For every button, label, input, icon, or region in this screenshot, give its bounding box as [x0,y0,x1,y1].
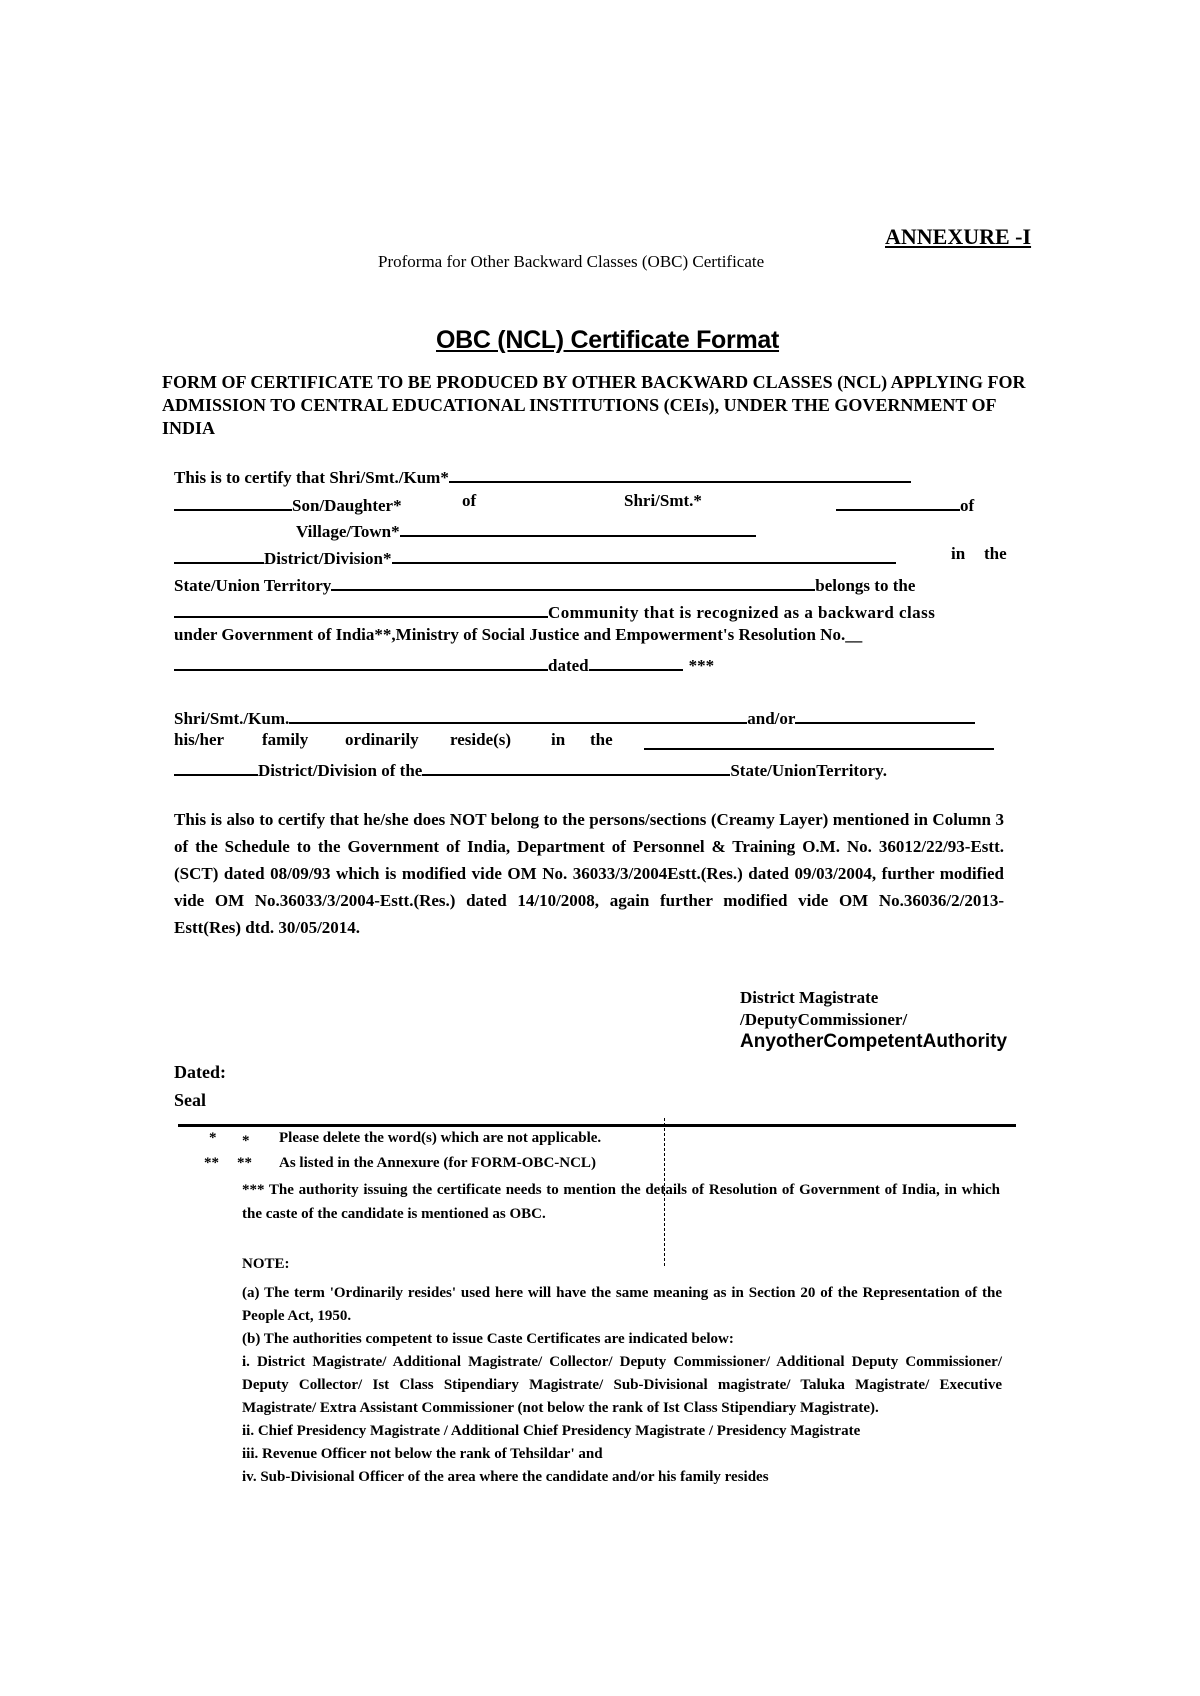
the-label: the [984,544,1007,563]
creamy-layer-paragraph: This is also to certify that he/she does NOT belong to the persons/sections (Creamy Layer) mentioned in Column 3 of the Schedule to the Government of India, Department of Personnel & Training O.M. No. 36012/22/93-Estt.(SCT) dated 08/09/93 which is modified vide OM No. 36033/3/2004Estt.(Res.) dated 09/03/2004, further modified vide OM No.36033/3/2004-Estt.(Res.) dated 14/10/2008, again further modified vide OM No.36036/2/2013-Estt(Res) dtd. 30/05/2014. [174,810,1004,937]
proforma-subtitle: Proforma for Other Backward Classes (OBC) Certificate [378,252,765,271]
of-label-2: of [960,496,975,515]
resolution-blank [174,651,548,671]
seal-footer: Seal [174,1090,207,1110]
family-word-1: his/her [174,730,225,749]
son-daughter-label: Son/Daughter* [292,496,402,515]
and-or-blank [795,704,975,724]
form-line-2 [174,491,402,516]
annexure-label: ANNEXURE -I [885,224,1032,249]
shri-smt-label: Shri/Smt.* [624,491,702,510]
triple-star: *** [688,656,715,675]
district-of-the-label: District/Division of the [258,761,423,780]
form-heading: FORM OF CERTIFICATE TO BE PRODUCED BY OTHER BACKWARD CLASSES (NCL) APPLYING FOR ADMISSION TO CENTRAL EDUCATIONAL INSTITUTIONS (CEIs), UNDER THE GOVERNMENT OF INDIA [162,372,1026,438]
kum-blank [289,704,747,724]
family-district-blank [174,756,258,776]
community-text: Community that is recognized as a backward class [548,603,936,622]
family-word-3: ordinarily [345,730,419,749]
note-heading: NOTE: [242,1256,290,1272]
family-word-6: the [590,730,613,749]
form-line-5 [174,571,915,596]
shri-smt-kum-label: Shri/Smt./Kum. [174,709,290,728]
state-ut2-label: State/UnionTerritory. [730,761,887,780]
parent-name-blank [836,491,960,511]
signature-line-1: District Magistrate [740,988,879,1007]
form-line-9 [174,704,975,729]
note-b: (b) The authorities competent to issue Caste Certificates are indicated below: [242,1331,734,1347]
village-town-label: Village/Town* [296,522,400,541]
dated-seal-block [174,1058,226,1114]
footnote-2-text: As listed in the Annexure (for FORM-OBC-NCL) [279,1155,596,1171]
signature-line-3: AnyotherCompetentAuthority [740,1031,1008,1052]
footnote-1-mark: * [209,1130,217,1146]
footnote-3-text: *** The authority issuing the certificate needs to mention the details of Resolution of Government of India, in which the caste of the candidate is mentioned as OBC. [242,1182,1000,1222]
footnote-rule [178,1124,1016,1127]
footnote-1-text: Please delete the word(s) which are not applicable. [279,1130,602,1146]
reside-blank [644,730,994,750]
of-label-1: of [462,491,477,510]
form-line-1 [174,463,911,488]
certify-label: This is to certify that Shri/Smt./Kum* [174,468,449,487]
state-ut-label: State/Union Territory [174,576,332,595]
family-word-2: family [262,730,309,749]
footnote-2-mark-2: ** [237,1155,252,1171]
form-line-4 [174,544,896,569]
form-line-8 [174,651,714,676]
name-blank [449,463,911,483]
note-i: i. District Magistrate/ Additional Magistrate/ Collector/ Deputy Commissioner/ Additional Deputy Commissioner/ Deputy Collector/ Ist Class Stipendiary Magistrate/ Sub-Divisional magistrate/ Taluka Magistrate/ Executive Magistrate/ Extra Assistant Commissioner (not below the rank of Ist Class Stipendiary Magistrate). [242,1354,1002,1416]
signature-block [740,987,1007,1053]
note-ii: ii. Chief Presidency Magistrate / Additional Chief Presidency Magistrate / Presidency Magistrate [242,1423,861,1439]
relation-blank [174,491,292,511]
resolution-date-blank [589,651,683,671]
village-blank [400,517,756,537]
dated-label: dated [548,656,589,675]
belongs-to-label: belongs to the [815,576,916,595]
signature-line-2: /DeputyCommissioner/ [740,1010,908,1029]
in-label: in [951,544,966,563]
form-line-2-end [836,491,974,516]
family-word-5: in [551,730,566,749]
certificate-title: OBC (NCL) Certificate Format [436,326,780,354]
district-blank [392,544,896,564]
family-state-blank [422,756,730,776]
form-line-3 [296,517,756,542]
dated-footer: Dated: [174,1062,226,1082]
form-line-6 [174,598,935,623]
note-iv: iv. Sub-Divisional Officer of the area where the candidate and/or his family resides [242,1469,769,1485]
family-word-4: reside(s) [450,730,512,749]
note-section [242,1253,1002,1489]
note-iii: iii. Revenue Officer not below the rank of Tehsildar' and [242,1446,603,1462]
state-blank [331,571,815,591]
form-line-11 [174,756,887,781]
form-line-10-end [644,730,994,755]
district-pre-blank [174,544,264,564]
note-a: (a) The term 'Ordinarily resides' used here will have the same meaning as in Section 20 of the Representation of the People Act, 1950. [242,1285,1002,1324]
and-or-label: and/or [747,709,796,728]
under-govt-line: under Government of India**,Ministry of Social Justice and Empowerment's Resolution No.__ [174,625,863,644]
district-division-label: District/Division* [264,549,392,568]
footnote-2-mark: ** [204,1155,219,1171]
community-blank [174,598,548,618]
footnote-1-mark-2: * [242,1133,250,1149]
